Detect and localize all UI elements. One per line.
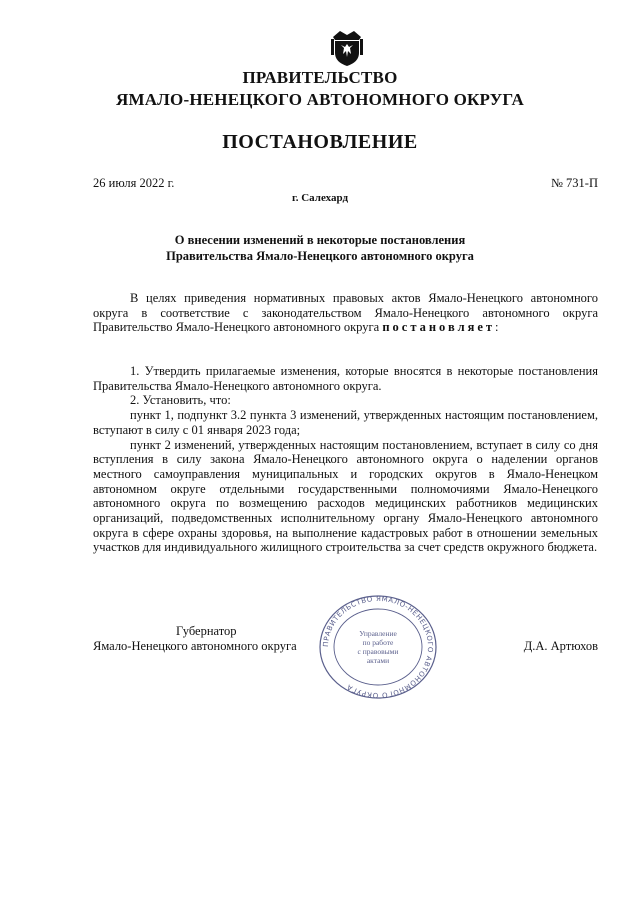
org-title-line-1: ПРАВИТЕЛЬСТВО <box>242 68 398 87</box>
signatory-org: Ямало-Ненецкого автономного округа <box>93 639 297 653</box>
coat-of-arms-icon <box>329 27 365 67</box>
document-type: ПОСТАНОВЛЕНИЕ <box>222 131 418 153</box>
preamble-resolves: постановляет <box>382 320 496 335</box>
subject-line-1: О внесении изменений в некоторые постановления <box>174 233 466 247</box>
document-subject <box>0 232 640 264</box>
item-2-clause-b: пункт 2 изменений, утвержденных настоящим постановлением, вступает в силу со дня вступления в силу закона Ямало-Ненецкого автономного округа о наделении органов местного самоуправления муниципальных и городских округов в Ямало-Ненецком автономном округе отдельными государственными полномочиями Ямало-Ненецкого автономного округа по возмещению расходов медицинских работников медицинских организаций, подведомственных исполнительному органу Ямало-Ненецкого автономного округа в сфере охраны здоровья, на выполнение кадастровых работ в отношении земельных участков для индивидуального жилищного строительства за счет средств окружного бюджета. <box>93 437 598 555</box>
preamble-colon: : <box>495 320 499 335</box>
item-2-clause-a: пункт 1, подпункт 3.2 пункта 3 изменений, утвержденных настоящим постановлением, вступают в силу с 01 января 2023 года; <box>93 408 598 437</box>
org-title-line-2: ЯМАЛО-НЕНЕЦКОГО АВТОНОМНОГО ОКРУГА <box>115 90 525 109</box>
svg-text:по работе: по работе <box>362 638 394 647</box>
official-stamp-icon <box>318 594 438 700</box>
document-date: 26 июля 2022 г. <box>93 176 175 190</box>
subject-line-2: Правительства Ямало-Ненецкого автономного округа <box>166 249 474 263</box>
preamble-text: В целях приведения нормативных правовых актов Ямало-Ненецкого автономного округа в соответствие с законодательством Ямало-Ненецкого автономного округа Правительство Ямало-Ненецкого автономного округа <box>93 291 598 335</box>
svg-text:ПРАВИТЕЛЬСТВО ЯМАЛО-НЕНЕЦКОГО: ПРАВИТЕЛЬСТВО ЯМАЛО-НЕНЕЦКОГО АВТОНОМНОГО ОКРУГА <box>321 594 435 700</box>
signatory-title: Губернатор <box>176 624 237 638</box>
document-city: г. Салехард <box>291 192 349 204</box>
preamble-paragraph <box>93 291 598 335</box>
item-1: 1. Утвердить прилагаемые изменения, которые вносятся в некоторые постановления Правительства Ямало-Ненецкого автономного округа. <box>93 364 598 393</box>
resolution-items <box>93 364 598 555</box>
svg-text:актами: актами <box>366 656 390 665</box>
svg-text:с правовыми: с правовыми <box>357 647 399 656</box>
document-number: № 731-П <box>551 176 598 190</box>
svg-text:Управление: Управление <box>359 629 397 638</box>
item-2: 2. Установить, что: <box>130 393 231 408</box>
signatory-name: Д.А. Артюхов <box>523 639 598 653</box>
